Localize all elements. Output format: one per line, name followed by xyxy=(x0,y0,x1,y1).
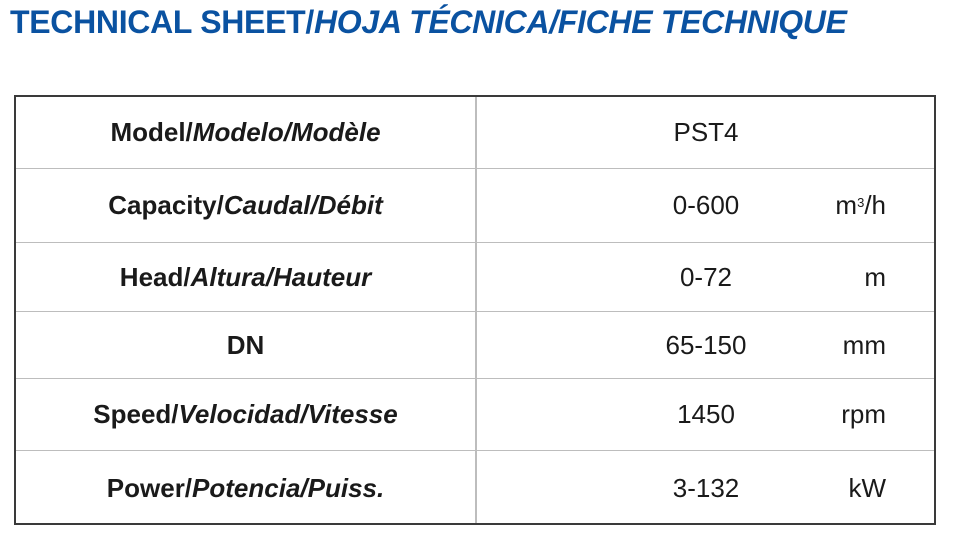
label-english: Model/ xyxy=(110,117,193,147)
row-unit: kW xyxy=(848,472,886,503)
row-unit: m xyxy=(864,261,886,292)
label-translations: Potencia/Puiss. xyxy=(192,472,385,503)
row-label xyxy=(16,312,475,378)
title-spanish-french: HOJA TÉCNICA/FICHE TECHNIQUE xyxy=(313,4,847,40)
table-row-power xyxy=(16,451,934,525)
row-label xyxy=(16,379,475,450)
row-value: 1450 xyxy=(677,399,735,429)
row-label xyxy=(16,451,475,525)
row-unit xyxy=(835,169,886,242)
label-translations: Modelo/Modèle xyxy=(192,117,381,147)
row-label xyxy=(16,169,475,242)
label-english: Power/ xyxy=(106,472,193,503)
technical-sheet-table xyxy=(14,95,936,525)
row-value: PST4 xyxy=(673,117,739,147)
title-english: TECHNICAL SHEET/ xyxy=(10,4,314,40)
row-unit: mm xyxy=(842,329,886,360)
unit-tail: /h xyxy=(864,190,886,220)
label-english: Speed/ xyxy=(93,399,179,429)
row-label xyxy=(16,243,475,311)
table-row-dn xyxy=(16,312,934,379)
unit-base: m xyxy=(835,190,858,220)
page-title xyxy=(10,2,847,42)
table-row-capacity xyxy=(16,169,934,243)
table-row-speed xyxy=(16,379,934,451)
label-translations: Altura/Hauteur xyxy=(190,261,372,292)
label-english: DN xyxy=(226,329,265,360)
row-value: 0-72 xyxy=(679,261,733,292)
unit-superscript: 3 xyxy=(857,195,865,210)
row-value: 65-150 xyxy=(665,329,747,360)
label-english: Head/ xyxy=(119,261,191,292)
table-row-head xyxy=(16,243,934,312)
table-row-model xyxy=(16,97,934,169)
label-translations: Velocidad/Vitesse xyxy=(178,399,398,429)
row-unit: rpm xyxy=(841,399,886,429)
label-translations: Caudal/Débit xyxy=(223,190,383,220)
row-value: 0-600 xyxy=(672,190,740,220)
label-english: Capacity/ xyxy=(108,190,224,220)
row-label xyxy=(16,97,475,168)
row-value: 3-132 xyxy=(672,472,740,503)
